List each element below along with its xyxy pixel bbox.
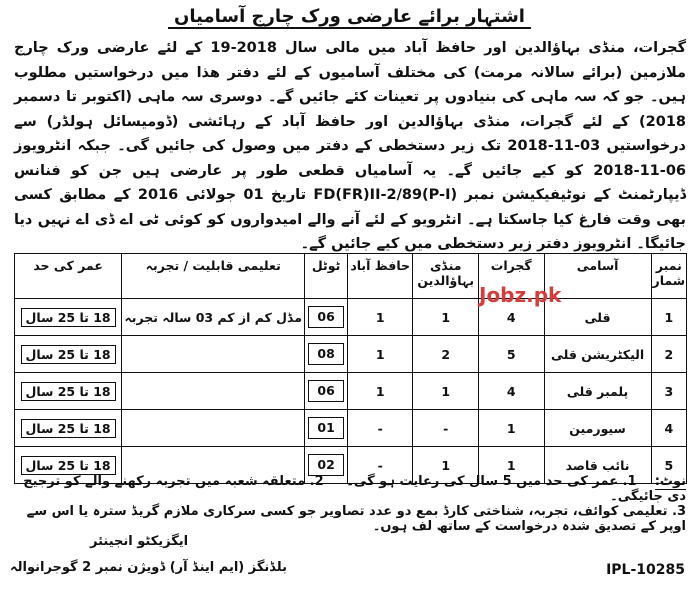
cell-total xyxy=(305,373,348,410)
age-box: 18 تا 25 سال xyxy=(21,308,116,327)
header-age: عمر کی حد xyxy=(15,254,122,299)
header-post: آسامی xyxy=(544,254,651,299)
cell-mandi: 1 xyxy=(413,373,479,410)
cell-post: قلی xyxy=(544,299,651,336)
header-hafizabad: حافظ آباد xyxy=(347,254,413,299)
cell-mandi: 2 xyxy=(413,336,479,373)
cell-post: نائب قاصد xyxy=(544,447,651,484)
ipl-number: IPL-10285 xyxy=(606,562,685,578)
cell-serial: 4 xyxy=(651,410,686,447)
watermark: Jobz.pk xyxy=(479,283,562,307)
age-box: 18 تا 25 سال xyxy=(21,419,116,438)
signature-office: بلڈنگز (ایم اینڈ آر) ڈویژن نمبر 2 گوجرانوالہ xyxy=(10,560,287,575)
cell-gujrat: 5 xyxy=(478,336,544,373)
notes-line-2 xyxy=(14,504,686,534)
total-box: 08 xyxy=(308,343,344,365)
posts-table xyxy=(14,253,687,484)
header-total: ٹوٹل xyxy=(305,254,348,299)
cell-age xyxy=(15,336,122,373)
cell-qualification: مڈل کم از کم 03 سالہ تجربہ xyxy=(122,299,305,336)
age-box: 18 تا 25 سال xyxy=(21,345,116,364)
table-header-row xyxy=(15,254,687,299)
cell-hafizabad: - xyxy=(347,447,413,484)
cell-gujrat: 4 xyxy=(478,299,544,336)
cell-hafizabad: 1 xyxy=(347,336,413,373)
cell-serial: 2 xyxy=(651,336,686,373)
table-row xyxy=(15,299,687,336)
cell-hafizabad: - xyxy=(347,410,413,447)
cell-post: پلمبر قلی xyxy=(544,373,651,410)
cell-serial: 3 xyxy=(651,373,686,410)
total-box: 06 xyxy=(308,380,344,402)
signature-designation: ایگزیکٹو انجینئر xyxy=(90,534,189,549)
header-mandi: منڈی بہاؤالدین xyxy=(413,254,479,299)
age-box: 18 تا 25 سال xyxy=(21,382,116,401)
note-2: 2. متعلقہ شعبہ میں تجربہ رکھنے والے کو ترجیح دی جائیگی۔ xyxy=(23,474,686,504)
cell-qualification xyxy=(122,410,305,447)
total-box: 01 xyxy=(308,417,344,439)
cell-gujrat: 4 xyxy=(478,373,544,410)
note-1: 1. عمر کی حد میں 5 سال کی رعایت ہو گی۔ xyxy=(346,474,637,489)
total-box: 06 xyxy=(308,306,344,328)
cell-qualification xyxy=(122,336,305,373)
cell-mandi: - xyxy=(413,410,479,447)
cell-age xyxy=(15,373,122,410)
cell-mandi: 1 xyxy=(413,447,479,484)
cell-serial: 1 xyxy=(651,299,686,336)
cell-total xyxy=(305,336,348,373)
table-row xyxy=(15,410,687,447)
cell-gujrat: 1 xyxy=(478,447,544,484)
ad-paragraph: گجرات، منڈی بہاؤالدین اور حافظ آباد میں مالی سال 2018-19 کے لئے عارضی ورک چارج ملازمین (برائے سالانہ مرمت) کی مختلف آسامیوں کے لئے دفتر ھذا میں درخواستیں مطلوب ہیں۔ جو کہ سہ ماہی کی بنیادوں پر تعینات کئے جائیں گے۔ دوسری سہ ماہی (اکتوبر تا دسمبر 2018) کے لئے گجرات، منڈی بہاؤالدین اور حافظ آباد کے رہائشی (ڈومیسائل ہولڈر) سے درخواستیں 03-11-2018 تک زیر دستخطی کے دفتر میں وصول کی جائیں گی۔ جبکہ انٹرویوز 06-11-2018 کو کیے جائیں گے۔ یہ آسامیاں قطعی طور پر عارضی ہیں جن کو فنانس ڈیپارٹمنٹ کے نوٹیفیکیشن نمبر FD(FR)II-2/89(P-I) تاریخ 01 جولائی 2016 کے مطابق کسی بھی وقت فارغ کیا جاسکتا ہے۔ انٹرویو کے لئے آنے والے امیدواروں کو کوئی ٹی اے ڈی اے نہیں دیا جائیگا۔ انٹرویوز دفتر زیر دستخطی میں کیے جائیں گے۔ xyxy=(14,40,687,252)
total-box: 02 xyxy=(308,454,344,476)
header-qualification: تعلیمی قابلیت / تجربہ xyxy=(122,254,305,299)
cell-gujrat: 1 xyxy=(478,410,544,447)
age-box: 18 تا 25 سال xyxy=(21,456,116,475)
cell-hafizabad: 1 xyxy=(347,299,413,336)
header-gujrat: گجرات xyxy=(478,254,544,299)
notes-line-1 xyxy=(14,474,686,504)
table-row xyxy=(15,336,687,373)
cell-age xyxy=(15,299,122,336)
cell-qualification xyxy=(122,373,305,410)
cell-post: سیورمین xyxy=(544,410,651,447)
cell-post: الیکٹریشن قلی xyxy=(544,336,651,373)
cell-age xyxy=(15,410,122,447)
notes-label: نوٹ: xyxy=(654,474,686,489)
cell-serial: 5 xyxy=(651,447,686,484)
table-row xyxy=(15,373,687,410)
header-serial: نمبر شمار xyxy=(651,254,686,299)
cell-total xyxy=(305,410,348,447)
cell-mandi: 1 xyxy=(413,299,479,336)
cell-hafizabad: 1 xyxy=(347,373,413,410)
note-3: 3. تعلیمی کوائف، تجربہ، شناختی کارڈ بمع دو عدد تصاویر جو کسی سرکاری ملازم گریڈ سترہ یا اس سے اوپر کے تصدیق شدہ درخواست کے ساتھ لف ہوں۔ xyxy=(26,504,686,534)
ad-body xyxy=(14,36,686,257)
cell-total xyxy=(305,299,348,336)
ad-title: اشتہار برائے عارضی ورک چارج آسامیاں xyxy=(0,6,699,27)
